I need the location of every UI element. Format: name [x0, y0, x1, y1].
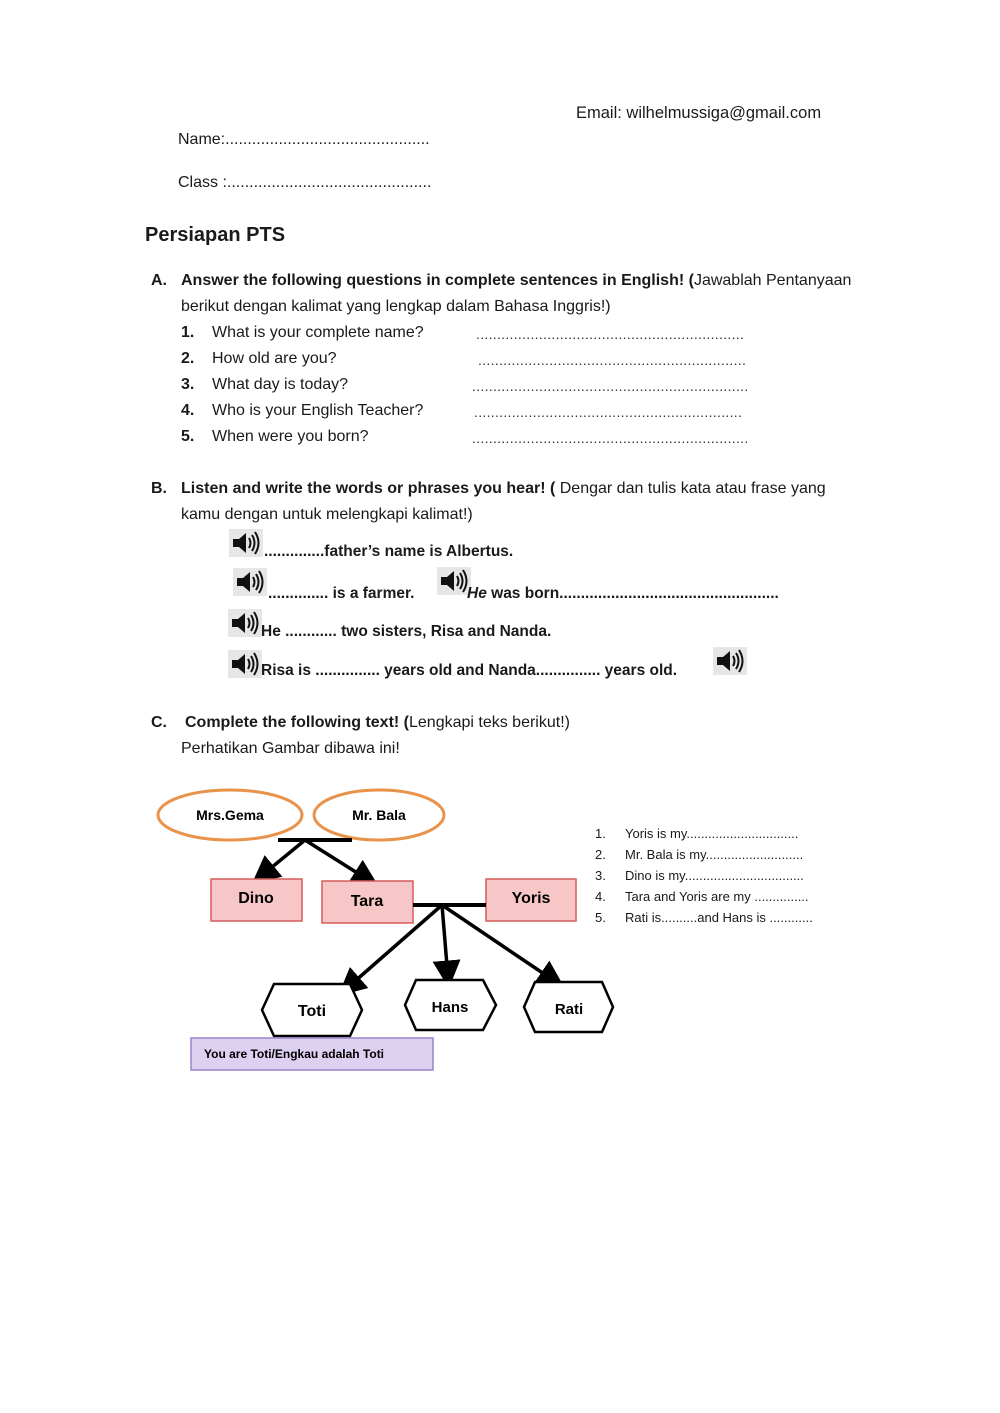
- question-number: 1.: [181, 324, 195, 341]
- section-b-instruction-bold: Listen and write the words or phrases you hear! (: [181, 480, 556, 497]
- answer-blank[interactable]: ..................................................................: [472, 378, 749, 394]
- speaker-icon[interactable]: [713, 647, 747, 675]
- arrow-to-hans: [442, 905, 448, 978]
- question-text: When were you born?: [212, 428, 369, 445]
- question-text: Who is your English Teacher?: [212, 402, 424, 419]
- child-name: Dino: [238, 890, 274, 907]
- question-text: What is your complete name?: [212, 324, 424, 341]
- answer-blank[interactable]: ................................................................: [476, 326, 745, 342]
- listening-line-2a: .............. is a farmer.: [268, 585, 415, 602]
- section-b-letter: B.: [151, 480, 167, 497]
- question-number: 5.: [181, 428, 195, 445]
- class-label: Class :: [178, 174, 227, 191]
- name-label: Name:: [178, 131, 226, 148]
- section-c-instruction-normal: Lengkapi teks berikut!): [409, 714, 570, 731]
- name-dots: ..............................................: [225, 131, 430, 148]
- question-number: 2.: [181, 350, 195, 367]
- list-number: 1.: [595, 826, 606, 841]
- listening-line-2b: [467, 585, 779, 603]
- listening-line-2b-italic: He: [467, 585, 487, 602]
- list-number: 4.: [595, 889, 606, 904]
- list-text[interactable]: Dino is my.................................: [625, 868, 804, 883]
- list-text[interactable]: Tara and Yoris are my ...............: [625, 889, 809, 904]
- arrow-to-tara: [305, 840, 370, 881]
- list-text[interactable]: Mr. Bala is my...........................: [625, 847, 804, 862]
- question-text: How old are you?: [212, 350, 337, 367]
- listening-line-3: He ............ two sisters, Risa and Nanda.: [261, 623, 552, 640]
- spouse-name: Yoris: [511, 890, 551, 907]
- speaker-icon[interactable]: [228, 650, 262, 678]
- list-number: 2.: [595, 847, 606, 862]
- email-line: Email: wilhelmussiga@gmail.com: [576, 104, 822, 122]
- question-number: 4.: [181, 402, 195, 419]
- answer-blank[interactable]: ................................................................: [474, 404, 743, 420]
- section-c-instruction-bold: Complete the following text! (: [185, 714, 409, 731]
- parent-name: Mr. Bala: [352, 807, 406, 823]
- list-number: 5.: [595, 910, 606, 925]
- class-dots: ..............................................: [226, 174, 432, 191]
- question-text: What day is today?: [212, 376, 349, 393]
- list-item: [595, 868, 804, 883]
- list-text[interactable]: Rati is..........and Hans is ............: [625, 910, 813, 925]
- listening-line-2b-text: was born...................................................: [486, 585, 779, 602]
- section-a-letter: A.: [151, 272, 167, 289]
- list-item: [595, 889, 809, 904]
- section-c-letter: C.: [151, 714, 167, 731]
- section-a-instruction-normal: Jawablah Pentanyaan: [693, 272, 852, 289]
- parent-name: Mrs.Gema: [196, 807, 264, 823]
- question-number: 3.: [181, 376, 195, 393]
- section-b-instruction-line2: kamu dengan untuk melengkapi kalimat!): [181, 506, 473, 523]
- answer-blank[interactable]: ..................................................................: [472, 430, 749, 446]
- family-tree-diagram: [150, 785, 620, 1075]
- list-text[interactable]: Yoris is my...............................: [625, 826, 799, 841]
- speaker-icon[interactable]: [233, 568, 267, 596]
- name-field[interactable]: [178, 131, 430, 149]
- page-title: Persiapan PTS: [145, 224, 286, 246]
- child-name: Tara: [350, 893, 384, 910]
- grandchild-name: Toti: [297, 1003, 327, 1020]
- list-item: [595, 847, 804, 862]
- list-item: [595, 826, 799, 841]
- grandchild-name: Rati: [554, 1001, 584, 1018]
- listening-line-4: Risa is ............... years old and Nanda............... years old.: [261, 662, 678, 679]
- section-b-instruction: [181, 480, 826, 498]
- section-c-instruction: [185, 714, 570, 732]
- speaker-icon[interactable]: [229, 529, 263, 557]
- section-a-instruction-line2: berikut dengan kalimat yang lengkap dalam Bahasa Inggris!): [181, 298, 611, 315]
- grandchild-name: Hans: [431, 999, 469, 1016]
- section-a-instruction: [181, 272, 851, 290]
- class-field[interactable]: [178, 174, 431, 192]
- section-b-instruction-normal: Dengar dan tulis kata atau frase yang: [555, 480, 826, 497]
- section-c-instruction-line2: Perhatikan Gambar dibawa ini!: [181, 740, 400, 757]
- list-item: [595, 910, 813, 925]
- note-text: You are Toti/Engkau adalah Toti: [204, 1047, 385, 1061]
- speaker-icon[interactable]: [437, 567, 471, 595]
- speaker-icon[interactable]: [228, 609, 262, 637]
- listening-line-1: ..............father’s name is Albertus.: [264, 543, 514, 560]
- section-a-instruction-bold: Answer the following questions in complete sentences in English! (: [181, 272, 694, 289]
- answer-blank[interactable]: ................................................................: [478, 352, 747, 368]
- arrow-to-dino: [260, 840, 305, 877]
- list-number: 3.: [595, 868, 606, 883]
